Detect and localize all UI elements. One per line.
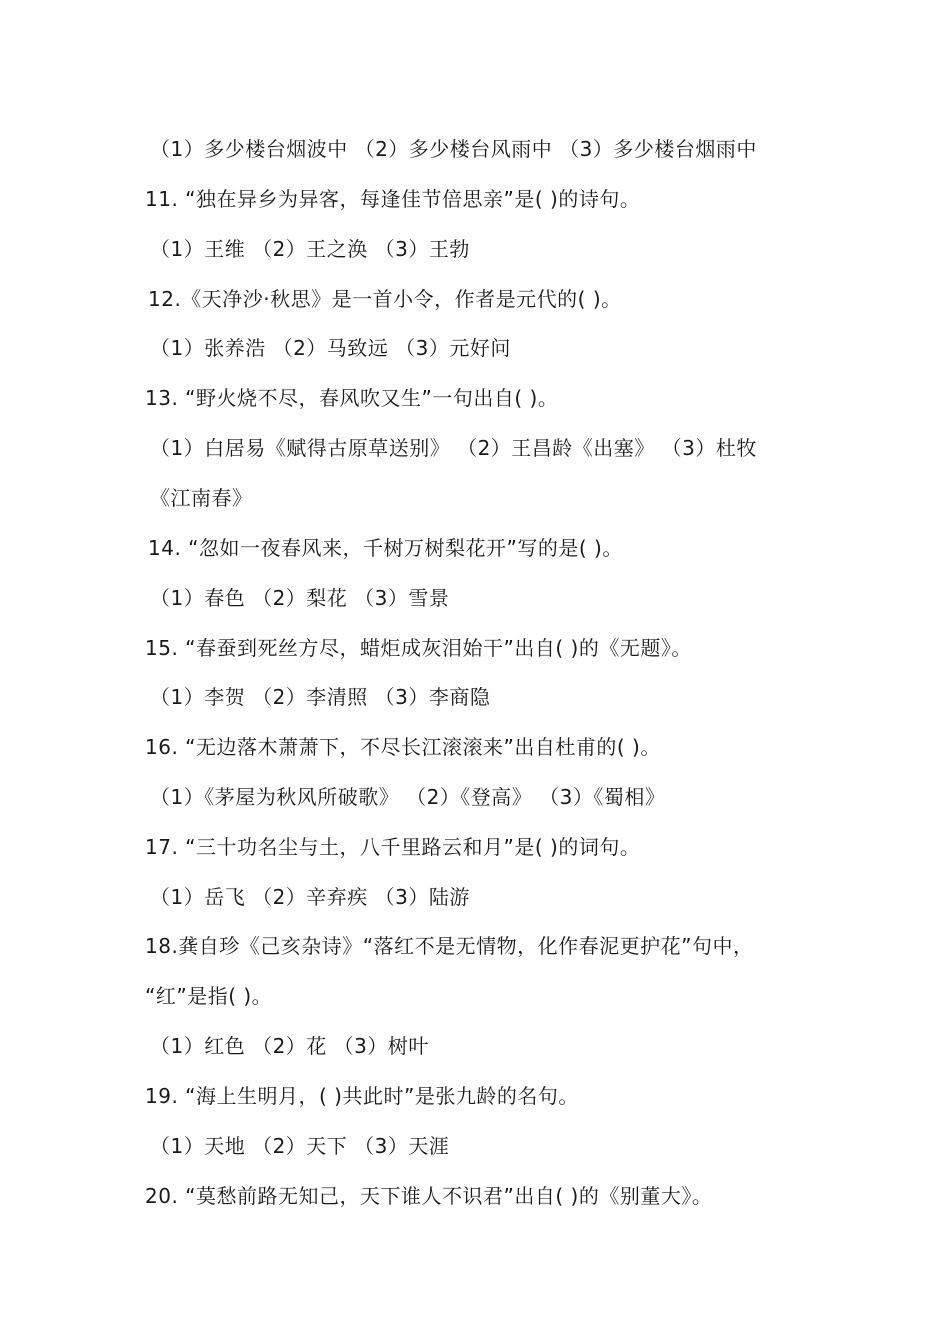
options-q13: （1）白居易《赋得古原草送别》 （2）王昌龄《出塞》 （3）杜牧: [150, 436, 757, 460]
options-q15: （1）李贺 （2）李清照 （3）李商隐: [150, 685, 491, 709]
question-19: 19. “海上生明月，( )共此时”是张九龄的名句。: [145, 1084, 579, 1108]
question-17: 17. “三十功名尘与土，八千里路云和月”是( )的词句。: [145, 835, 641, 859]
options-q10: （1）多少楼台烟波中 （2）多少楼台风雨中 （3）多少楼台烟雨中: [150, 137, 757, 161]
options-q14: （1）春色 （2）梨花 （3）雪景: [150, 586, 450, 610]
options-q11: （1）王维 （2）王之涣 （3）王勃: [150, 237, 470, 261]
question-13: 13. “野火烧不尽，春风吹又生”一句出自( )。: [145, 386, 559, 410]
options-q18: （1）红色 （2）花 （3）树叶: [150, 1034, 429, 1058]
question-11: 11. “独在异乡为异客，每逢佳节倍思亲”是( )的诗句。: [145, 187, 641, 211]
question-16: 16. “无边落木萧萧下，不尽长江滚滚来”出自杜甫的( )。: [145, 735, 661, 759]
question-20: 20. “莫愁前路无知己，天下谁人不识君”出自( )的《别董大》。: [145, 1184, 713, 1208]
options-q17: （1）岳飞 （2）辛弃疾 （3）陆游: [150, 885, 470, 909]
options-q16: （1）《茅屋为秋风所破歌》 （2）《登高》 （3）《蜀相》: [150, 785, 666, 809]
options-q13-continued: 《江南春》: [150, 486, 253, 510]
options-q12: （1）张养浩 （2）马致远 （3）元好问: [150, 336, 511, 360]
question-18-continued: “红”是指( )。: [145, 984, 273, 1008]
question-12: 12.《天净沙·秋思》是一首小令，作者是元代的( )。: [148, 287, 622, 311]
options-q19: （1）天地 （2）天下 （3）天涯: [150, 1134, 450, 1158]
question-18: 18.龚自珍《己亥杂诗》“落红不是无情物，化作春泥更护花”句中，: [145, 934, 754, 958]
question-15: 15. “春蚕到死丝方尽，蜡炬成灰泪始干”出自( )的《无题》。: [145, 636, 692, 660]
question-14: 14. “忽如一夜春风来，千树万树梨花开”写的是( )。: [148, 536, 623, 560]
